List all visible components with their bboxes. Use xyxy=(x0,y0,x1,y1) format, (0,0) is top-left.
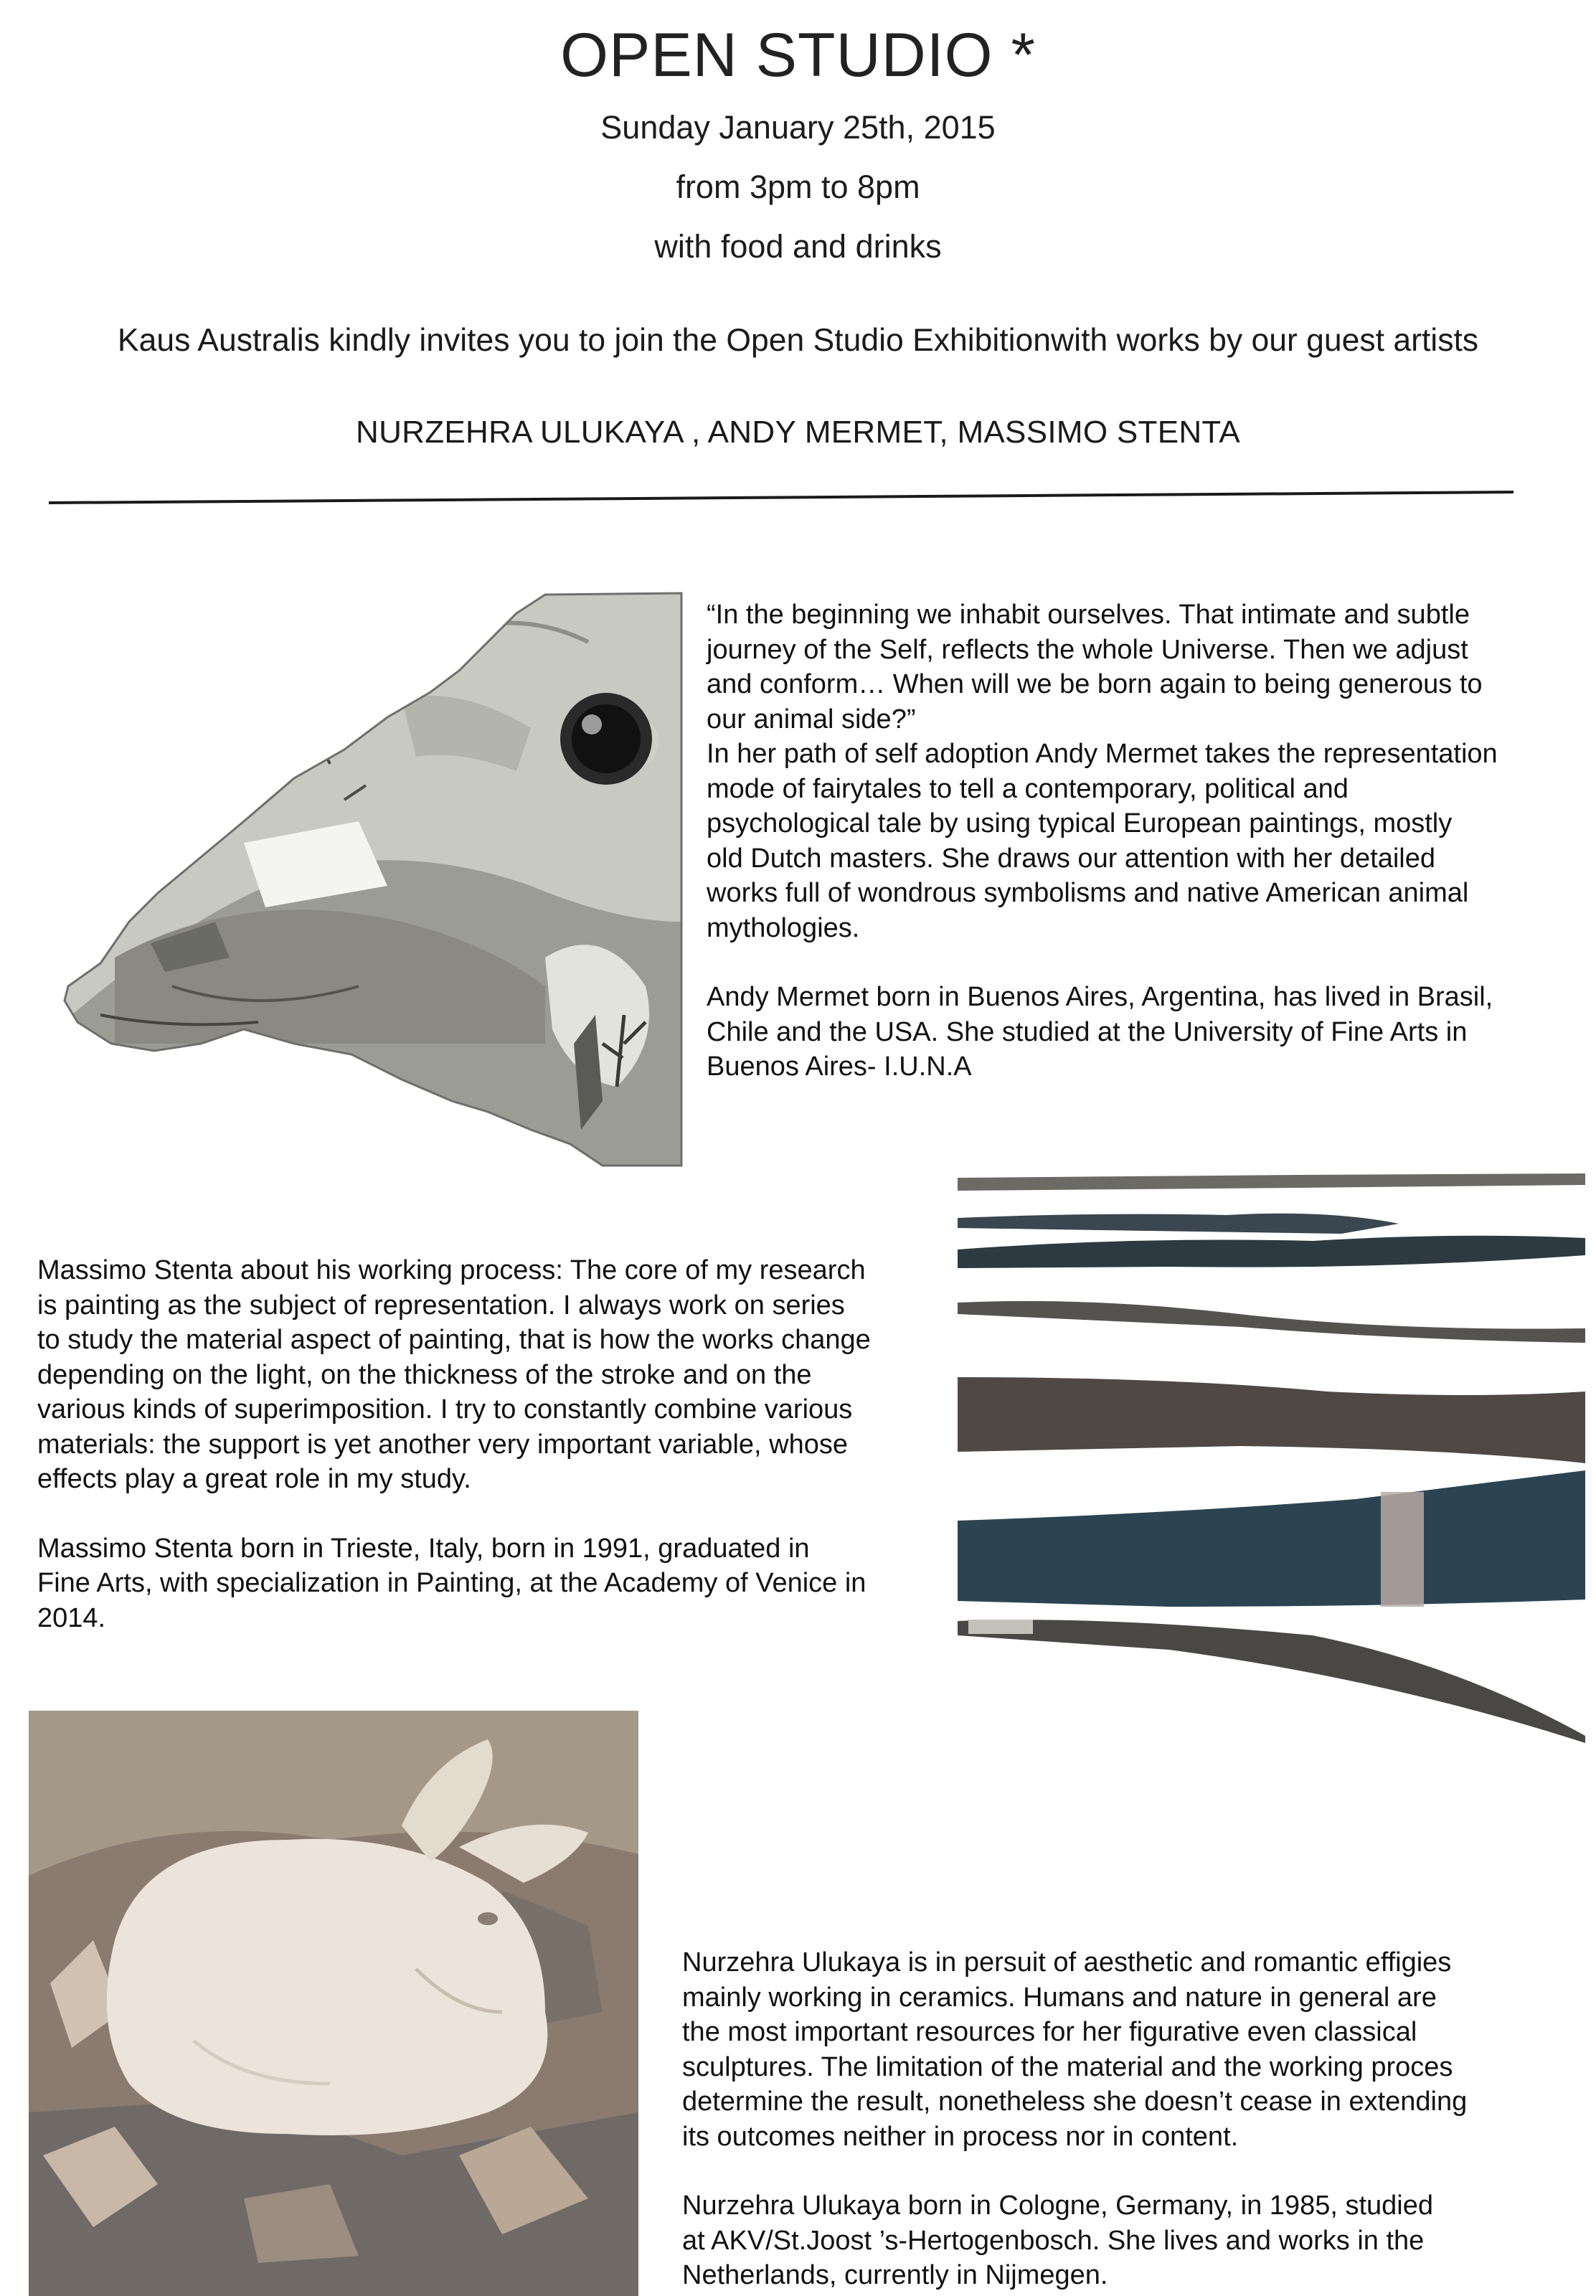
event-time: from 3pm to 8pm xyxy=(676,169,920,205)
ulukaya-bio: Nurzehra Ulukaya born in Cologne, Germany, in 1985, studied at AKV/St.Joost ’s-Hertogenbosch. She lives and works in the Netherlands, currently in Nijmegen. xyxy=(682,2191,1433,2290)
mermet-quote: “In the beginning we inhabit ourselves. That intimate and subtle journey of the Self, reflects the whole Universe. Then we adjust and conform… When will we be born again to being generous to our animal side?” In her path of self adoption Andy Mermet takes the representation mode of fairytales to tell a contemporary, political and psychological tale by using typical European paintings, mostly old Dutch masters. She draws our attention with her detailed works full of wondrous symbolisms and native American animal mythologies. xyxy=(707,600,1498,943)
stenta-bio: Massimo Stenta born in Trieste, Italy, born in 1991, graduated in Fine Arts, with specialization in Painting, at the Academy of Venice in 2014. xyxy=(37,1533,867,1633)
bird-head-artwork xyxy=(29,585,689,1173)
ulukaya-statement: Nurzehra Ulukaya is in persuit of aesthetic and romantic effigies mainly working in ceramics. Humans and nature in general are the most important resources for her figurative even classical sculptures. The limitation of the material and the working proces determine the result, nonetheless she doesn’t cease in extending its outcomes neither in process nor in content. xyxy=(682,1947,1468,2152)
artists-list: NURZEHRA ULUKAYA , ANDY MERMET, MASSIMO STENTA xyxy=(356,415,1240,450)
stenta-text-block xyxy=(37,1253,871,1635)
header-divider xyxy=(0,481,1596,509)
event-date: Sunday January 25th, 2015 xyxy=(600,109,996,146)
invitation-text: Kaus Australis kindly invites you to join the Open Studio Exhibitionwith works by our guest artists xyxy=(117,323,1479,358)
stenta-process: Massimo Stenta about his working process: The core of my research is painting as the subject of representation. I always work on series to study the material aspect of painting, that is how the works change depending on the light, on the thickness of the stroke and on the various kinds of superimposition. I try to constantly combine various materials: the support is yet another very important variable, whose effects play a great role in my study. xyxy=(37,1255,871,1494)
ceramic-rabbit-artwork xyxy=(29,1711,638,2296)
ulukaya-text-block xyxy=(682,1945,1467,2293)
event-extras: with food and drinks xyxy=(654,228,942,265)
mermet-bio: Andy Mermet born in Buenos Aires, Argentina, has lived in Brasil, Chile and the USA. She studied at the University of Fine Arts in Buenos Aires- I.U.N.A xyxy=(707,982,1493,1082)
mermet-text-block xyxy=(707,597,1498,1085)
page-title: OPEN STUDIO * xyxy=(560,21,1036,90)
brushstroke-artwork xyxy=(954,1162,1585,1757)
